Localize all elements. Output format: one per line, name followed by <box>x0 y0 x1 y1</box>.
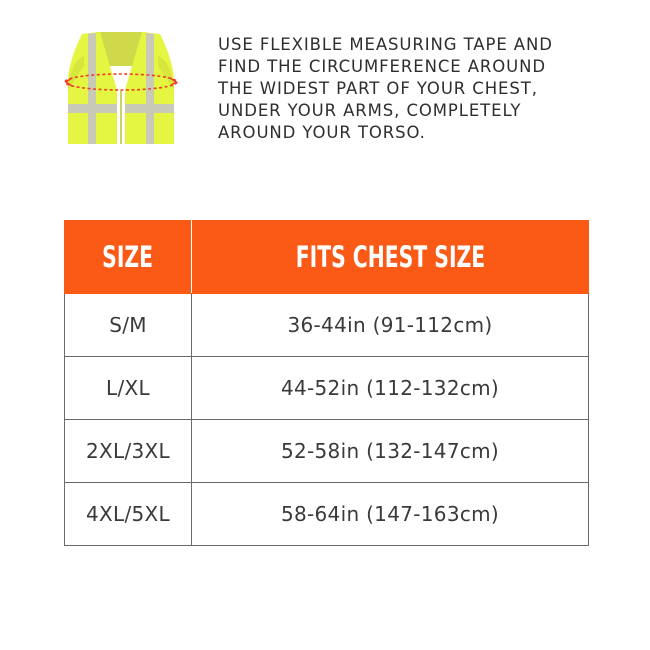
size-column-header: SIZE <box>65 221 192 294</box>
table-row <box>65 357 589 420</box>
instruction-line: FIND THE CIRCUMFERENCE AROUND <box>218 57 546 76</box>
safety-vest-icon <box>62 26 180 148</box>
chest-size-cell: 52-58in (132-147cm) <box>192 420 589 483</box>
chest-size-cell: 36-44in (91-112cm) <box>192 294 589 357</box>
table-row <box>65 294 589 357</box>
table-row <box>65 483 589 546</box>
size-cell: 4XL/5XL <box>65 483 192 546</box>
instruction-line: USE FLEXIBLE MEASURING TAPE AND <box>218 35 553 54</box>
size-cell: 2XL/3XL <box>65 420 192 483</box>
instruction-line: THE WIDEST PART OF YOUR CHEST, <box>218 79 538 98</box>
instruction-line: UNDER YOUR ARMS, COMPLETELY <box>218 101 522 120</box>
chest-size-cell: 44-52in (112-132cm) <box>192 357 589 420</box>
chest-column-header: FITS CHEST SIZE <box>192 221 589 294</box>
measuring-instructions <box>218 34 618 144</box>
size-cell: L/XL <box>65 357 192 420</box>
table-header-row <box>65 221 589 294</box>
size-cell: S/M <box>65 294 192 357</box>
chest-size-cell: 58-64in (147-163cm) <box>192 483 589 546</box>
table-row <box>65 420 589 483</box>
safety-vest-illustration <box>62 26 180 148</box>
size-chart-table <box>64 220 589 546</box>
instruction-line: AROUND YOUR TORSO. <box>218 123 426 142</box>
